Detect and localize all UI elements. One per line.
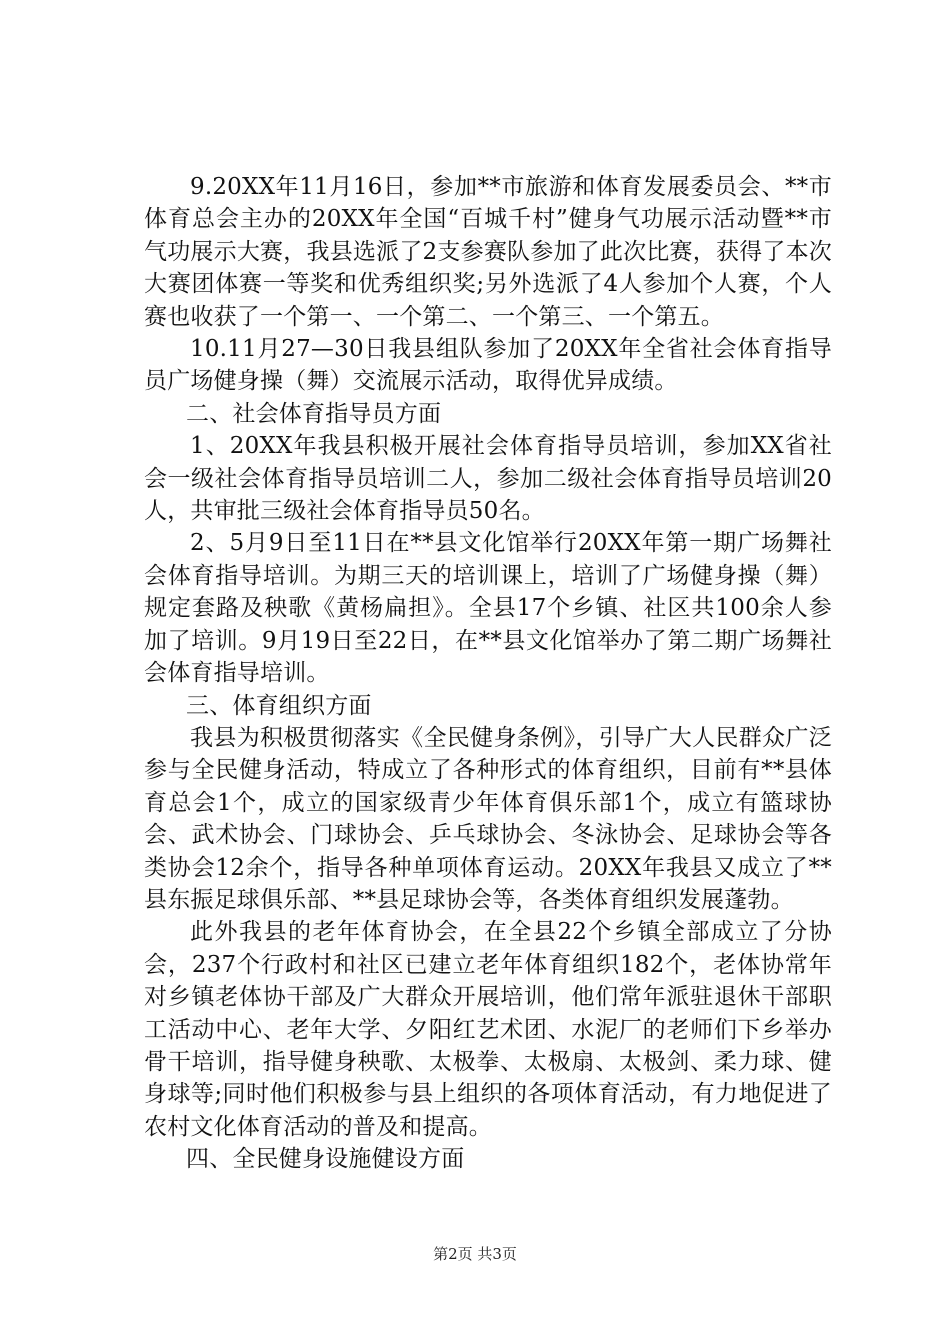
paragraph-elderly-sports-association: 此外我县的老年体育协会，在全县22个乡镇全部成立了分协会，237个行政村和社区已建立老年体育组织182个，老体协常年对乡镇老体协干部及广大群众开展培训，他们常年派驻退休干部职工活动中心、老年大学、夕阳红艺术团、水泥厂的老师们下乡举办骨干培训，指导健身秧歌、太极拳、太极扇、太极剑、柔力球、健身球等;同时他们积极参与县上组织的各项体育活动，有力地促进了农村文化体育活动的普及和提高。 xyxy=(144,919,832,1140)
page-number-footer: 第2页 共3页 xyxy=(433,1245,517,1263)
paragraph-square-dance-training: 2、5月9日至11日在**县文化馆举行20XX年第一期广场舞社会体育指导培训。为期三天的培训课上，培训了广场健身操（舞）规定套路及秧歌《黄杨扁担》。全县17个乡镇、社区共100余人参加了培训。9月19日至22日，在**县文化馆举办了第二期广场舞社会体育指导培训。 xyxy=(144,530,832,687)
paragraph-sports-organizations: 我县为积极贯彻落实《全民健身条例》，引导广大人民群众广泛参与全民健身活动，特成立了各种形式的体育组织，目前有**县体育总会1个，成立的国家级青少年体育俱乐部1个，成立有篮球协会、武术协会、门球协会、乒乓球协会、冬泳协会、足球协会等各类协会12余个，指导各种单项体育运动。20XX年我县又成立了**县东振足球俱乐部、**县足球协会等，各类体育组织发展蓬勃。 xyxy=(144,724,832,913)
section-heading-fitness-facilities: 四、全民健身设施健设方面 xyxy=(186,1146,465,1173)
paragraph-item-9: 9.20XX年11月16日，参加**市旅游和体育发展委员会、**市体育总会主办的20XX年全国“百城千村”健身气功展示活动暨**市气功展示大赛，我县选派了2支参赛队参加了此次比赛，获得了本次大赛团体赛一等奖和优秀组织奖;另外选派了4人参加个人赛，个人赛也收获了一个第一、一个第二、一个第三、一个第五。 xyxy=(144,174,832,330)
document-body xyxy=(144,171,832,1176)
paragraph-item-10: 10.11月27—30日我县组队参加了20XX年全省社会体育指导员广场健身操（舞）交流展示活动，取得优异成绩。 xyxy=(144,336,832,395)
section-heading-social-instructors: 二、社会体育指导员方面 xyxy=(186,400,442,427)
paragraph-instructor-training: 1、20XX年我县积极开展社会体育指导员培训，参加XX省社会一级社会体育指导员培训二人，参加二级社会体育指导员培训20人，共审批三级社会体育指导员50名。 xyxy=(144,433,832,525)
section-heading-sports-organizations: 三、体育组织方面 xyxy=(186,692,372,719)
